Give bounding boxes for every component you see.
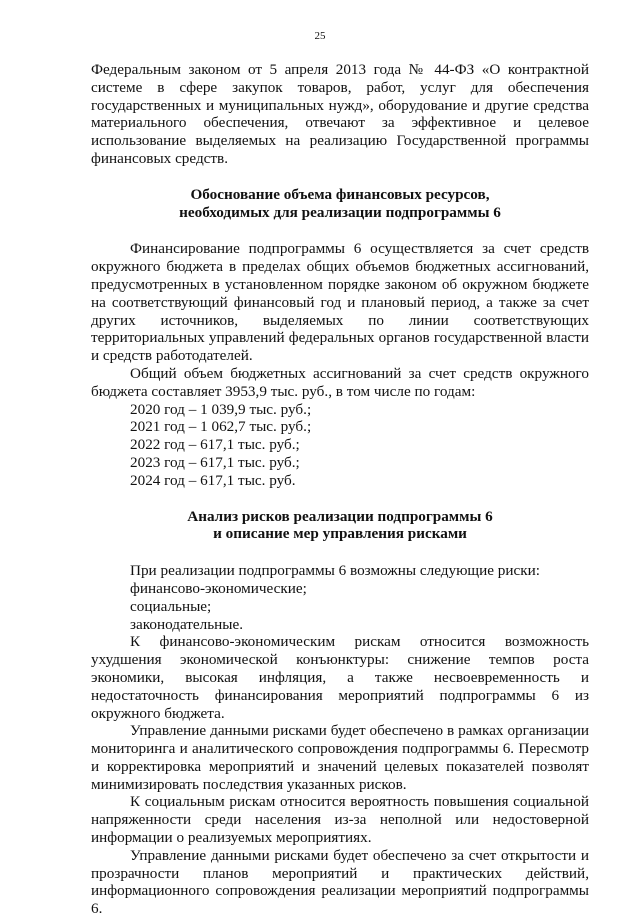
section-title-line: необходимых для реализации подпрограммы 6 xyxy=(179,203,501,221)
social-risks-management-paragraph: Управление данными рисками будет обеспечено за счет открытости и прозрачности планов мероприятий и практических действий, информационного сопровождения реализации мероприятий подпрограммы 6. xyxy=(91,846,589,918)
section-title-line: Анализ рисков реализации подпрограммы 6 xyxy=(187,507,493,525)
page-number: 25 xyxy=(314,30,326,42)
budget-year-item: 2023 год – 617,1 тыс. руб.; xyxy=(130,453,300,471)
budget-year-item: 2024 год – 617,1 тыс. руб. xyxy=(130,471,296,489)
financial-risks-paragraph: К финансово-экономическим рискам относится возможность ухудшения экономической конъюнктуры: снижение темпов роста экономики, высокая инфляция, а также несвоевременность и недостаточность финансирования мероприятий подпрограммы 6 из окружного бюджета. xyxy=(91,633,589,722)
section-title-financing xyxy=(91,186,589,222)
budget-year-item: 2020 год – 1 039,9 тыс. руб.; xyxy=(130,400,312,418)
section-title-line: Обоснование объема финансовых ресурсов, xyxy=(190,185,490,203)
budget-year-item: 2022 год – 617,1 тыс. руб.; xyxy=(130,436,300,454)
risks-intro: При реализации подпрограммы 6 возможны следующие риски: xyxy=(130,562,540,580)
section-title-line: и описание мер управления рисками xyxy=(213,525,467,543)
total-budget-paragraph: Общий объем бюджетных ассигнований за счет средств окружного бюджета составляет 3953,9 тыс. руб., в том числе по годам: xyxy=(91,364,589,400)
budget-year-item: 2021 год – 1 062,7 тыс. руб.; xyxy=(130,418,312,436)
social-risks-paragraph: К социальным рискам относится вероятность повышения социальной напряженности среди населения из-за неполной или недостоверной информации о реализуемых мероприятиях. xyxy=(91,793,589,847)
section-title-risks xyxy=(91,508,589,544)
page-content xyxy=(91,61,589,918)
financial-risks-management-paragraph: Управление данными рисками будет обеспечено в рамках организации мониторинга и аналитического сопровождения подпрограммы 6. Пересмотр и корректировка мероприятий и значений целевых показателей позволят минимизировать последствия указанных рисков. xyxy=(91,722,589,793)
intro-paragraph: Федеральным законом от 5 апреля 2013 года № 44-ФЗ «О контрактной системе в сфере закупок товаров, работ, услуг для обеспечения государственных и муниципальных нужд», оборудование и другие средства материального обеспечения, отвечают за эффективное и целевое использование выделяемых на реализацию Государственной программы финансовых средств. xyxy=(91,61,589,167)
risk-item: законодательные. xyxy=(130,615,244,633)
risk-item: социальные; xyxy=(130,597,212,615)
financing-paragraph: Финансирование подпрограммы 6 осуществляется за счет средств окружного бюджета в пределах общих объемов бюджетных ассигнований, предусмотренных в установленном порядке законом об окружном бюджете на соответствующий финансовый год и плановый период, а также за счет других источников, выделяемых по линии соответствующих территориальных управлений федеральных органов государственной власти и средств работодателей. xyxy=(91,240,589,365)
risk-item: финансово-экономические; xyxy=(130,579,307,597)
